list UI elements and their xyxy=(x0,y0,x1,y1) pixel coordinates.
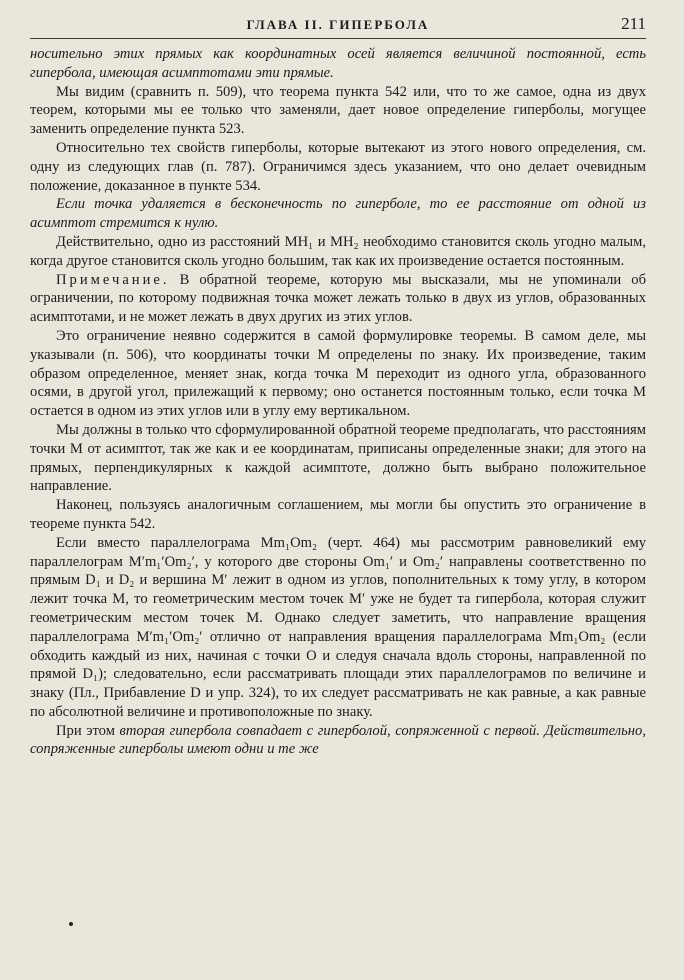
print-speck xyxy=(69,922,73,926)
running-header xyxy=(30,14,646,39)
conjugate-text: совпадает с гиперболой, сопряженной с первой. Действительно, сопряженные гиперболы имеют одни и те же xyxy=(30,722,646,758)
chapter-title: ГЛАВА II. ГИПЕРБОЛА xyxy=(246,17,430,32)
conjugate-lead: При этом xyxy=(56,722,120,739)
paragraph-theorem-end: носительно этих прямых как координатных осей является величиной постоянной, есть гипербола, имеющая асимптотами эти прямые. xyxy=(30,46,646,81)
paragraph-properties: Относительно тех свойств гиперболы, которые вытекают из этого нового определения, см. одну из следующих глав (п. 787). Ограничимся здесь указанием, что оно делает очевидным положение, доказанное в пункте 534. xyxy=(30,139,646,194)
page-body xyxy=(30,45,646,759)
remark-text: В обратной теореме, которую мы высказали, мы не упоминали об ограничении, по которому подвижная точка может лежать только в двух из углов, образованных асимптотами, и не может лежать в двух других из этих углов. xyxy=(30,271,646,326)
paragraph-signs: Мы должны в только что сформулированной обратной теореме предполагать, что расстояниям точки M от асимптот, так же как и ее координатам, приписаны определенные знаки; для этого на прямых, перпендикулярных к каждой асимптоте, должно быть выбрано положительное направление. xyxy=(30,421,646,495)
paragraph-conjugate xyxy=(30,722,646,760)
paragraph-new-definition: Мы видим (сравнить п. 509), что теорема пункта 542 или, что то же самое, одна из двух теорем, которыми мы ее только что заменяли, дает новое определение гиперболы, могущее заменить определение пункта 523. xyxy=(30,83,646,138)
paragraph-finally: Наконец, пользуясь аналогичным соглашением, мы могли бы опустить это ограничение в теореме пункта 542. xyxy=(30,497,646,532)
conjugate-italic: вторая гипербола xyxy=(119,722,232,739)
page-number: 211 xyxy=(621,14,646,33)
paragraph-proof: Действительно, одно из расстояний MH₁ и MH₂ необходимо становится сколь угодно малым, когда другое становится сколь угодно большим, так как их произведение остается постоянным. xyxy=(30,233,646,269)
paragraph-restriction: Это ограничение неявно содержится в самой формулировке теоремы. В самом деле, мы указывали (п. 506), что координаты точки M определены по знаку. Их произведение, таким образом определенное, меняет знак, когда точка M переходит из одного угла, образованного осями, в другой угол, прилежащий к первому; оно останется постоянным только, если точка M остается в одном из этих углов или в углу ему вертикальном. xyxy=(30,327,646,420)
remark-label: Примечание. xyxy=(56,271,170,288)
paragraph-asymptote-statement: Если точка удаляется в бесконечность по гиперболе, то ее расстояние от одной из асимптот стремится к нулю. xyxy=(30,196,646,232)
paragraph-parallelogram: Если вместо параллелограма Mm₁Om₂ (черт. 464) мы рассмотрим равновеликий ему параллелограм M′m₁′Om₂′, у которого две стороны Om₁′ и Om₂′ направлены соответственно по прямым D₁ и D₂ и вершина M′ лежит в одном из углов, пополнительных к тому углу, в котором лежит точка M, то геометрическим местом точек M′ уже не будет та гипербола, которая служит геометрическим местом точек M. Однако следует заметить, что направление вращения параллелограма M′m₁′Om₂′ отлично от направления вращения параллелограма Mm₁Om₂ (если обходить каждый из них, начиная с точки O и следуя сначала вдоль стороны, направленной по прямой D₁); следовательно, если рассматривать площади этих параллелограмов по величине и знаку (Пл., Прибавление D и упр. 324), то их следует рассматривать не как равные, а как равные по абсолютной величине и противоположные по знаку. xyxy=(30,534,646,720)
paragraph-remark xyxy=(30,271,646,327)
